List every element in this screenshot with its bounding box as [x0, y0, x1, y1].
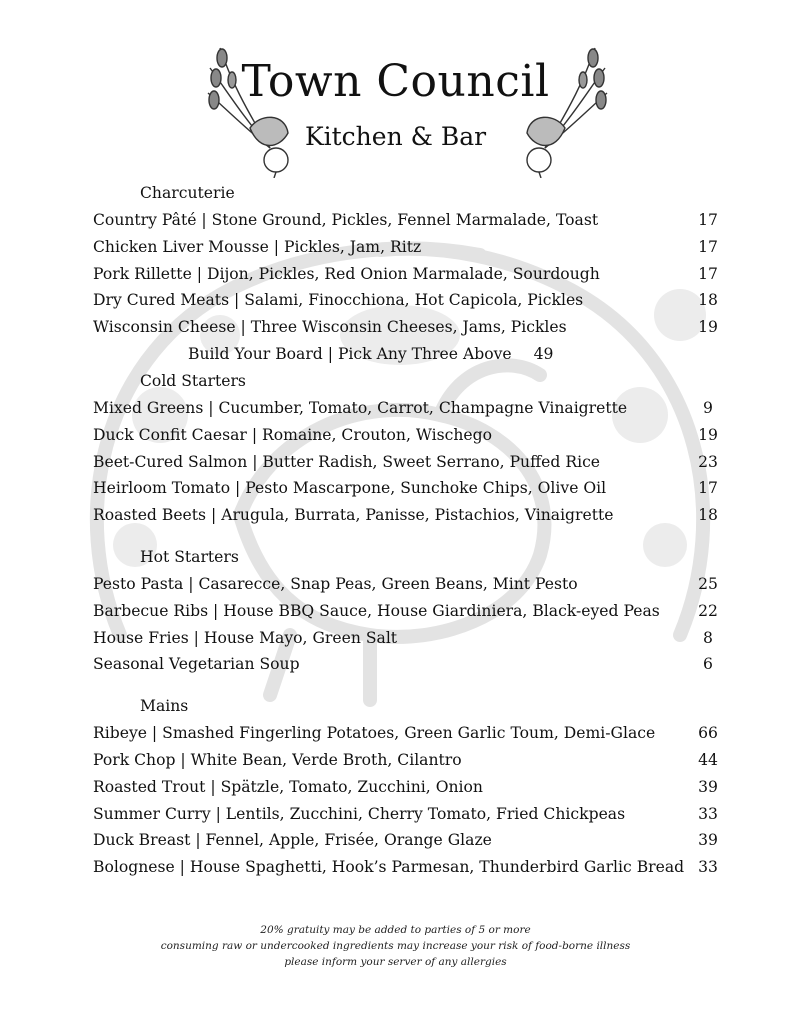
dish-price: 33	[698, 804, 718, 823]
section-title-charcuterie: Charcuterie	[140, 184, 235, 202]
gratuity-note: 20% gratuity may be added to parties of 5 or more	[260, 924, 531, 936]
menu-item	[93, 261, 723, 288]
section-title-mains: Mains	[140, 697, 189, 716]
dish-price: 19	[698, 425, 718, 444]
board-name: Build Your Board | Pick Any Three Above	[188, 344, 512, 363]
dish-price: 6	[703, 655, 713, 674]
dish-price: 39	[698, 777, 718, 796]
menu-item	[93, 774, 723, 801]
dish-price: 22	[698, 601, 718, 620]
dish-name: Roasted Trout | Spätzle, Tomato, Zucchini, Onion	[93, 777, 483, 796]
dish-name: Duck Breast | Fennel, Apple, Frisée, Orange Glaze	[93, 831, 492, 850]
section-title-cold-starters: Cold Starters	[140, 371, 246, 390]
dish-price: 23	[698, 452, 718, 471]
dish-name: Bolognese | House Spaghetti, Hook’s Parmesan, Thunderbird Garlic Bread	[93, 858, 685, 877]
menu-item	[93, 598, 723, 625]
dish-name: Pork Rillette | Dijon, Pickles, Red Onion Marmalade, Sourdough	[93, 264, 600, 283]
build-your-board	[93, 341, 723, 368]
menu-item	[93, 449, 723, 476]
menu-item	[93, 571, 723, 598]
dish-price: 17	[698, 264, 718, 283]
dish-name: House Fries | House Mayo, Green Salt	[93, 628, 398, 647]
menu-list	[93, 180, 723, 881]
menu-item	[93, 747, 723, 774]
board-price: 49	[533, 344, 554, 363]
menu-item	[93, 422, 723, 449]
menu-item	[93, 801, 723, 828]
menu-item	[93, 720, 723, 747]
dish-name: Seasonal Vegetarian Soup	[93, 655, 300, 674]
dish-name: Duck Confit Caesar | Romaine, Crouton, Wischego	[93, 425, 492, 444]
menu-item	[93, 502, 723, 529]
section-title-hot-starters: Hot Starters	[140, 547, 239, 566]
menu-item	[93, 314, 723, 341]
dish-price: 66	[698, 724, 718, 743]
dish-name: Country Pâté | Stone Ground, Pickles, Fennel Marmalade, Toast	[93, 211, 599, 229]
dish-name: Wisconsin Cheese | Three Wisconsin Cheeses, Jams, Pickles	[93, 318, 567, 337]
menu-item	[93, 475, 723, 502]
dish-name: Pork Chop | White Bean, Verde Broth, Cilantro	[93, 750, 462, 769]
dish-name: Chicken Liver Mousse | Pickles, Jam, Ritz	[93, 237, 422, 256]
menu-item	[93, 625, 723, 652]
dish-price: 25	[698, 574, 718, 593]
dish-price: 8	[703, 628, 713, 647]
dish-name: Summer Curry | Lentils, Zucchini, Cherry Tomato, Fried Chickpeas	[93, 804, 626, 823]
dish-name: Mixed Greens | Cucumber, Tomato, Carrot, Champagne Vinaigrette	[93, 398, 628, 417]
menu-item	[93, 854, 723, 881]
dish-price: 33	[698, 858, 718, 877]
allergy-note: please inform your server of any allergies	[284, 956, 507, 968]
menu-item	[93, 287, 723, 314]
dish-name: Beet-Cured Salmon | Butter Radish, Sweet Serrano, Puffed Rice	[93, 452, 601, 471]
dish-name: Roasted Beets | Arugula, Burrata, Panisse, Pistachios, Vinaigrette	[93, 506, 614, 525]
menu-item	[93, 207, 723, 234]
menu-item	[93, 827, 723, 854]
menu-item	[93, 234, 723, 261]
dish-name: Pesto Pasta | Casarecce, Snap Peas, Green Beans, Mint Pesto	[93, 574, 578, 593]
restaurant-title: Town Council	[241, 56, 550, 107]
menu-item	[93, 395, 723, 422]
dish-price: 39	[698, 831, 718, 850]
dish-name: Barbecue Ribs | House BBQ Sauce, House Giardiniera, Black-eyed Peas	[93, 601, 660, 620]
dish-price: 17	[698, 211, 718, 229]
dish-name: Ribeye | Smashed Fingerling Potatoes, Green Garlic Toum, Demi-Glace	[93, 724, 656, 743]
dish-price: 44	[698, 750, 718, 769]
dish-price: 19	[698, 318, 718, 337]
restaurant-subtitle: Kitchen & Bar	[304, 122, 487, 151]
dish-price: 18	[698, 291, 718, 310]
health-warning: consuming raw or undercooked ingredients may increase your risk of food-borne illness	[160, 940, 631, 952]
menu-footer	[0, 922, 791, 970]
dish-price: 18	[698, 506, 718, 525]
dish-price: 17	[698, 479, 718, 498]
menu-item	[93, 651, 723, 678]
dish-price: 9	[703, 398, 713, 417]
dish-name: Heirloom Tomato | Pesto Mascarpone, Sunchoke Chips, Olive Oil	[93, 479, 607, 498]
dish-name: Dry Cured Meats | Salami, Finocchiona, Hot Capicola, Pickles	[93, 291, 584, 310]
dish-price: 17	[698, 237, 718, 256]
